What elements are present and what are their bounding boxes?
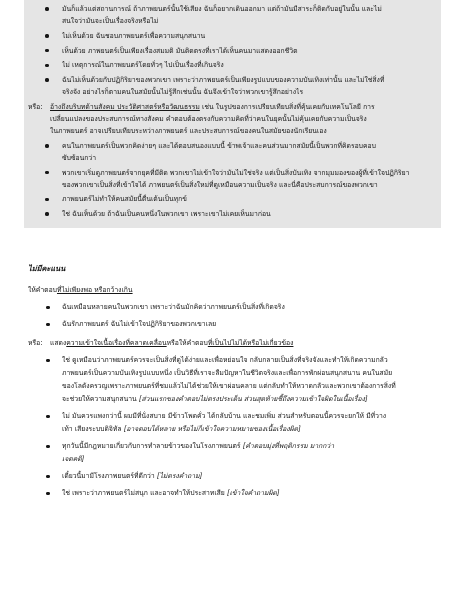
criterion-line: ในภาพยนตร์ อาจเปรียบเทียบระหว่างภาพยนตร์ และประสบการณ์ของคนในสมัยของนักเรียนเอง <box>50 126 327 135</box>
shaded-credit-examples <box>24 0 441 228</box>
item-line: ภาพยนตร์ไม่ทำให้คนสมัยนี้ตื่นเต้นเป็นทุกข์ <box>62 195 187 204</box>
criterion-text: เช่น ในรูปของการเปรียบเทียบสิ่งที่คุ้นเคยกับเทคโนโลยี การ <box>199 102 375 111</box>
or-label: หรือ: <box>28 102 43 111</box>
criterion-underlined-text: ที่เป็นไปไม่ได้หรือไม่เกี่ยวข้อง <box>207 339 294 347</box>
item-line <box>62 423 440 436</box>
alternative-criterion <box>0 337 450 350</box>
item-line: จริงจัง อย่างไรก็ตามคนในสมัยนั้นไม่รู้สึกเช่นนั้น ฉันจึงเข้าใจว่าพวกเขารู้สึกอย่างไร <box>62 88 304 97</box>
item-text: เดี๋ยวนี้มามีโรงภาพยนตร์ที่ดีกว่า <box>62 472 157 480</box>
list-item <box>0 301 450 314</box>
criterion-line <box>28 284 440 297</box>
bullet-icon <box>46 359 50 363</box>
criterion-underlined-text: ที่ไม่เพียงพอ หรือกว้างเกิน <box>56 286 133 294</box>
criterion-text: แสดง <box>50 339 67 347</box>
list-item <box>0 487 450 500</box>
list-item <box>24 3 441 27</box>
criterion-text: ให้คำตอบ <box>28 286 57 294</box>
scoring-note: เจตคติ] <box>62 455 85 463</box>
item-line: ของพวกเขาเป็นสิ่งที่เข้าใจได้ ภาพยนตร์เป็นสิ่งใหม่ที่ดูเหมือนความเป็นจริง และนี่คือประสบการณ์ของพวกเขา <box>62 180 378 189</box>
list-item <box>24 45 441 57</box>
item-line: มันก็แล้วแต่สถานการณ์ ถ้าภาพยนตร์นั้นใช้เสียง ฉันก็อยากเดินออกมา แต่ถ้ามันมีสาระก็ติดกับอยู่ในนั้น และไม่ <box>62 5 382 13</box>
criterion-text: หรือให้คำตอบ <box>166 339 208 347</box>
criterion-underlined-text: อ้างถึงบริบทด้านสังคม ประวัติศาสตร์หรือวัฒนธรรม <box>50 102 200 111</box>
or-label: หรือ: <box>28 339 43 347</box>
item-line: คนในภาพยนตร์เป็นพวกคิดง่ายๆ และได้ตอบสนองแบบนี้ ข้าพเจ้าและคนส่วนมากสมัยนี้เป็นพวกที่คิดรอบคอบ <box>62 141 376 150</box>
scoring-note: [เข้าใจคำถามผิด] <box>226 489 280 497</box>
bullet-icon <box>46 445 50 449</box>
bullet-icon <box>46 415 50 419</box>
list-item <box>0 410 450 436</box>
bullet-icon <box>45 144 49 148</box>
item-line: สนใจว่ามันจะเป็นเรื่องจริงหรือไม่ <box>62 17 159 25</box>
bullet-icon <box>45 34 49 38</box>
list-item <box>0 354 450 406</box>
item-line: ใช่ ฉันเห็นด้วย ถ้าฉันเป็นคนหนึ่งในพวกเขา เพราะเขาไม่เคยเห็นมาก่อน <box>62 210 271 219</box>
item-line: ซับซ้อนกว่า <box>62 153 97 162</box>
criterion-line <box>50 101 440 113</box>
item-line: ไม่ เหตุการณ์ในภาพยนตร์โดยทั่วๆ ไปเป็นเรื่องที่เกินจริง <box>62 61 224 70</box>
list-item <box>0 470 450 483</box>
criterion-underlined-text: ความเข้าใจเนื้อเรื่องที่คลาดเคลื่อน <box>66 339 167 347</box>
bullet-icon <box>45 49 49 53</box>
list-item <box>0 318 450 331</box>
list-item <box>24 167 441 191</box>
list-item <box>24 74 441 98</box>
scoring-note: [อาจตอบได้หลาย หรือไม่ก็เข้าใจความหมายของเนื้อเรื่องผิด] <box>123 425 301 433</box>
item-line: ไม่ มันควรแพงกว่านี้ ผมมีที่นั่งสบาย มีข้าวโพดคั่ว ได้กลับบ้าน และชมเพิ่ม ส่วนสำหรับตอนนี้ควรจะยกให้ มีที่วาง <box>62 412 387 420</box>
criterion-line: เปลี่ยนแปลงของประสบการณ์ทางสังคม คำตอบต้องตรงกับความคิดที่ว่าคนในยุคนั้นไม่คุ้นเคยกับความเป็นจริง <box>50 114 367 123</box>
bullet-icon <box>46 323 50 327</box>
bullet-icon <box>45 64 49 68</box>
scoring-note: [คำตอบมุ่งที่พฤติกรรม มากกว่า <box>242 442 335 450</box>
item-line: พวกเขาเริ่มดูภาพยนตร์จากยุคที่มีติด พวกเขาไม่เข้าใจว่ามันไม่ใช่จริง แต่เป็นสิ่งบันเทิง จากมุมมองของผู้ที่เข้าใจปฏิกิริยา <box>62 168 410 177</box>
item-line: ใช่ ดูเหมือนว่าภาพยนตร์ควรจะเป็นสิ่งที่ดูได้ง่ายและเพื่อหย่อนใจ กลับกลายเป็นสิ่งที่จริงจังและทำให้เกิดความกลัว <box>62 356 388 364</box>
credit-examples-list <box>24 0 441 220</box>
section-heading: ไม่มีคะแนน <box>28 264 66 273</box>
list-item <box>0 440 450 466</box>
item-text: เท้า เสียงระบบดิจิทัล <box>62 425 124 433</box>
item-line: ภาพยนตร์เป็นความบันเทิงรูปแบบหนึ่ง เป็นวิธีที่เราจะลืมปัญหาในชีวิตจริงและเพื่อการพักผ่อนสนุกสนาน คนในสมัย <box>62 369 393 377</box>
item-text: จะช่วยให้ความสนุกสนาน <box>62 395 139 403</box>
bullet-icon <box>45 198 49 202</box>
no-credit-section <box>0 262 450 562</box>
alternative-criterion <box>24 101 441 137</box>
list-item <box>24 140 441 164</box>
item-line: เห็นด้วย ภาพยนตร์เป็นเพียงเรื่องสมมติ มันติดตรงที่เราได้เห็นคนมาแสดงออกชีวิต <box>62 46 298 55</box>
bullet-icon <box>45 7 49 11</box>
bullet-icon <box>46 475 50 479</box>
list-item <box>24 30 441 42</box>
list-item <box>24 59 441 71</box>
item-line <box>62 470 440 483</box>
item-line: ของโลดังครวญเพราะภาพยนตร์ที่ชมแล้วไม่ได้ช่วยให้เขาผ่อนคลาย แต่กลับทำให้หวาดกลัวและพวกเขาต้องการสิ่งที่ <box>62 382 396 390</box>
item-text: ใช่ เพราะว่าภาพยนตร์ไม่สนุก และอาจทำให้ประสาทเสีย <box>62 489 227 497</box>
item-text: ทุกวันนี้มีกฎหมายเกี่ยวกับการทำลายข้าวของในโรงภาพยนตร์ <box>62 442 243 450</box>
item-line: ฉันไม่เห็นด้วยกับปฏิกิริยาของพวกเขา เพราะว่าภาพยนตร์เป็นเพียงรูปแบบของความบันเทิงเท่านั้น และไม่ใช่สิ่งที่ <box>62 76 385 85</box>
list-item <box>24 193 441 205</box>
bullet-icon <box>45 212 49 216</box>
scoring-note: [ส่วนแรกของคำตอบไม่ตรงประเด็น ส่วนสุดท้ายชี้ถึงความเข้าใจผิดในเนื้อเรื่อง] <box>138 395 368 403</box>
item-line <box>62 440 440 453</box>
bullet-icon <box>46 306 50 310</box>
scoring-note: [ไม่ตรงคำถาม] <box>156 472 203 480</box>
item-line <box>62 453 440 466</box>
item-line <box>62 393 440 406</box>
bullet-icon <box>46 492 50 496</box>
item-line: ไม่เห็นด้วย ฉันชอบภาพยนตร์เพื่อความสนุกสนาน <box>62 31 206 40</box>
criterion-line <box>50 337 440 350</box>
item-line <box>62 487 440 500</box>
item-line: ฉันเหมือนหลายคนในพวกเขา เพราะว่าฉันมักคิดว่าภาพยนตร์เป็นสิ่งที่เกิดจริง <box>62 303 285 311</box>
bullet-icon <box>45 171 49 175</box>
list-item <box>24 208 441 220</box>
bullet-icon <box>45 78 49 82</box>
item-line: ฉันรักภาพยนตร์ ฉันไม่เข้าใจปฏิกิริยาของพวกเขาเลย <box>62 320 217 328</box>
